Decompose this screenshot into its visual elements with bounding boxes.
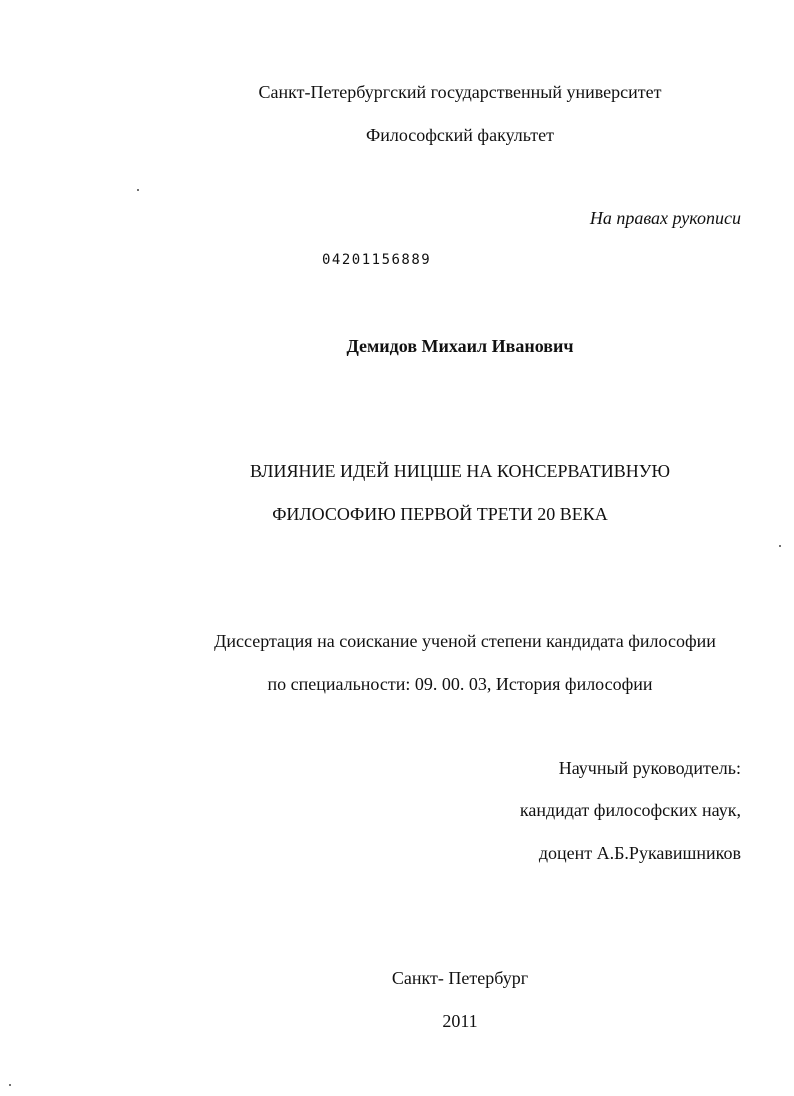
footer-city: Санкт- Петербург <box>391 968 529 988</box>
scan-speck <box>9 1084 11 1086</box>
scan-speck <box>779 545 781 547</box>
dissertation-title-line2: ФИЛОСОФИЮ ПЕРВОЙ ТРЕТИ 20 ВЕКА <box>272 504 608 524</box>
dissertation-description-line2: по специальности: 09. 00. 03, История философии <box>267 674 653 694</box>
registration-number: 04201156889 <box>322 252 432 268</box>
footer-year: 2011 <box>442 1011 478 1031</box>
faculty-name: Философский факультет <box>365 125 554 145</box>
supervisor-label: Научный руководитель: <box>558 758 741 778</box>
author-name: Демидов Михаил Иванович <box>346 336 574 356</box>
university-name: Санкт-Петербургский государственный университет <box>258 82 662 102</box>
supervisor-name: доцент А.Б.Рукавишников <box>538 843 741 863</box>
manuscript-note: На правах рукописи <box>589 208 741 228</box>
scan-speck <box>137 189 139 191</box>
supervisor-degree: кандидат философских наук, <box>519 800 741 820</box>
dissertation-title-line1: ВЛИЯНИЕ ИДЕЙ НИЦШЕ НА КОНСЕРВАТИВНУЮ <box>249 461 671 481</box>
dissertation-description-line1: Диссертация на соискание ученой степени кандидата философии <box>214 631 716 651</box>
